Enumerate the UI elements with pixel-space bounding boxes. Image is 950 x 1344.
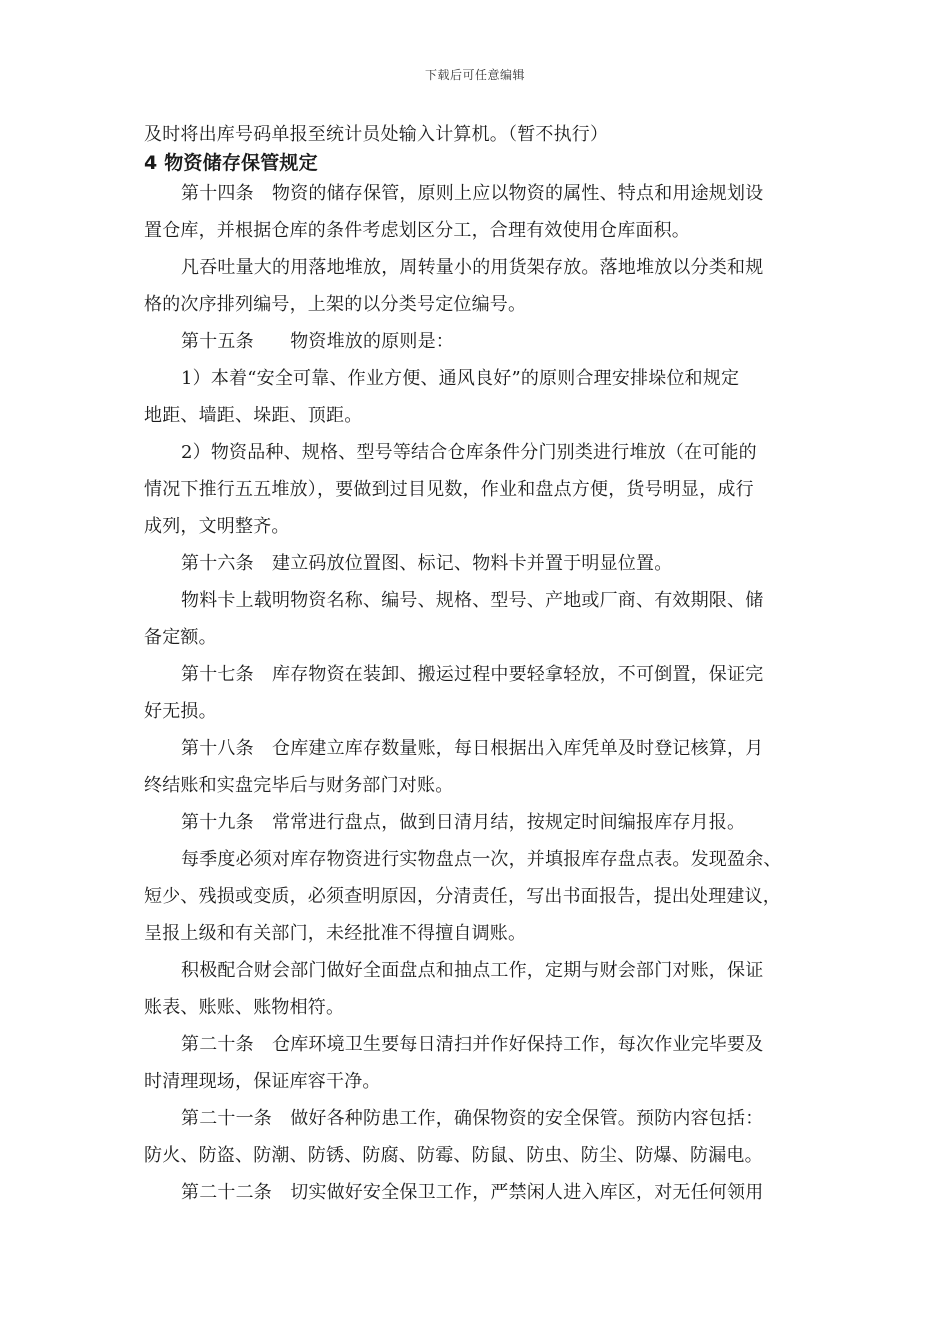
- principle-2-line-3: 成列，文明整齐。: [144, 516, 290, 537]
- stacking-rule-line-2: 格的次序排列编号，上架的以分类号定位编号。: [144, 294, 527, 315]
- article-17-line-1: 第十七条 库存物资在装卸、搬运过程中要轻拿轻放，不可倒置，保证完: [181, 664, 764, 685]
- article-19-line: 第十九条 常常进行盘点，做到日清月结，按规定时间编报库存月报。: [181, 812, 746, 833]
- section-heading: 4 物资储存保管规定: [144, 152, 318, 174]
- material-card-line-1: 物料卡上载明物资名称、编号、规格、型号、产地或厂商、有效期限、储: [181, 590, 764, 611]
- principle-1-line-1: 1）本着“安全可靠、作业方便、通风良好”的原则合理安排垛位和规定: [181, 368, 740, 389]
- finance-check-line-1: 积极配合财会部门做好全面盘点和抽点工作，定期与财会部门对账，保证: [181, 960, 764, 981]
- material-card-line-2: 备定额。: [144, 627, 217, 648]
- page-header: 下载后可任意编辑: [424, 68, 525, 82]
- article-18-line-2: 终结账和实盘完毕后与财务部门对账。: [144, 775, 454, 796]
- principle-1-line-2: 地距、墙距、垛距、顶距。: [144, 405, 363, 426]
- article-15-line: 第十五条 物资堆放的原则是：: [181, 331, 454, 352]
- finance-check-line-2: 账表、账账、账物相符。: [144, 997, 345, 1018]
- principle-2-line-2: 情况下推行五五堆放），要做到过目见数，作业和盘点方便，货号明显，成行: [144, 479, 754, 500]
- article-17-line-2: 好无损。: [144, 701, 217, 722]
- quarterly-check-line-2: 短少、残损或变质，必须查明原因，分清责任，写出书面报告，提出处理建议，: [144, 886, 781, 907]
- stacking-rule-line-1: 凡吞吐量大的用落地堆放，周转量小的用货架存放。落地堆放以分类和规: [181, 257, 764, 278]
- article-14-line-2: 置仓库，并根据仓库的条件考虑划区分工，合理有效使用仓库面积。: [144, 220, 690, 241]
- principle-2-line-1: 2）物资品种、规格、型号等结合仓库条件分门别类进行堆放（在可能的: [181, 442, 757, 463]
- article-21-line-1: 第二十一条 做好各种防患工作，确保物资的安全保管。预防内容包括：: [181, 1108, 764, 1129]
- body-line: 及时将出库号码单报至统计员处输入计算机。（暂不执行）: [144, 124, 609, 145]
- article-16-line: 第十六条 建立码放位置图、标记、物料卡并置于明显位置。: [181, 553, 673, 574]
- article-14-line-1: 第十四条 物资的储存保管，原则上应以物资的属性、特点和用途规划设: [181, 183, 764, 204]
- article-20-line-2: 时清理现场，保证库容干净。: [144, 1071, 381, 1092]
- article-18-line-1: 第十八条 仓库建立库存数量账，每日根据出入库凭单及时登记核算，月: [181, 738, 764, 759]
- article-22-line-1: 第二十二条 切实做好安全保卫工作，严禁闲人进入库区，对无任何领用: [181, 1182, 764, 1203]
- article-21-line-2: 防火、防盗、防潮、防锈、防腐、防霉、防鼠、防虫、防尘、防爆、防漏电。: [144, 1145, 763, 1166]
- quarterly-check-line-3: 呈报上级和有关部门，未经批准不得擅自调账。: [144, 923, 527, 944]
- article-20-line-1: 第二十条 仓库环境卫生要每日清扫并作好保持工作，每次作业完毕要及: [181, 1034, 764, 1055]
- quarterly-check-line-1: 每季度必须对库存物资进行实物盘点一次，并填报库存盘点表。发现盈余、: [181, 849, 782, 870]
- document-body: [144, 116, 810, 1211]
